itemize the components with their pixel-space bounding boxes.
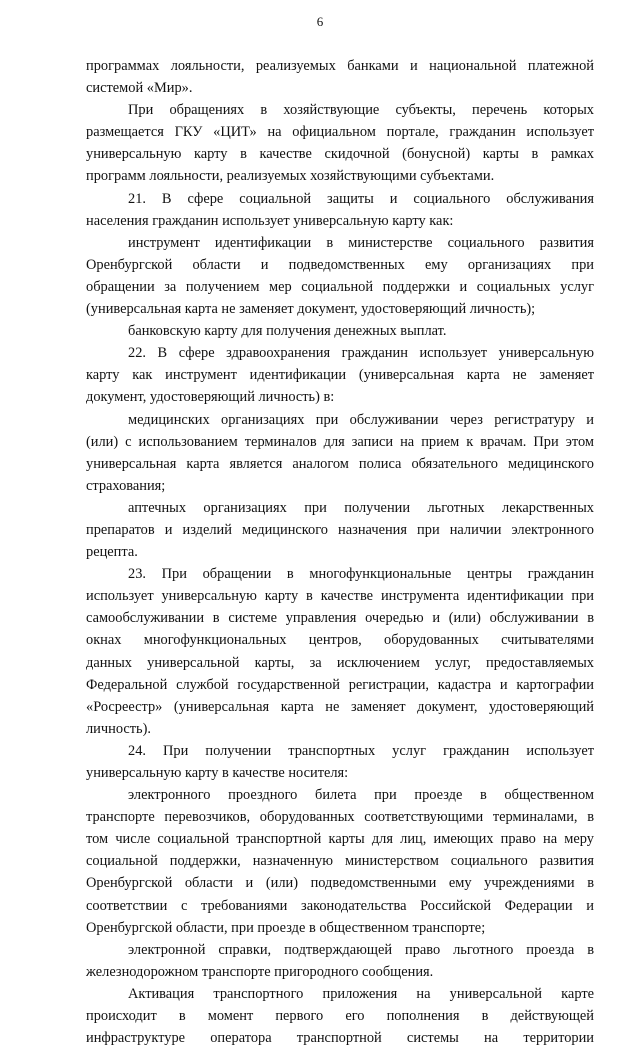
text-line: том числе социальной транспортной карты для лиц, имеющих право на меру bbox=[86, 831, 594, 848]
text-line: универсальную карту в качестве носителя: bbox=[86, 765, 349, 781]
text-line: 23. При обращении в многофункциональные центры гражданин bbox=[128, 566, 594, 583]
text-line: инфраструктуре оператора транспортной системы на территории bbox=[86, 1030, 594, 1047]
text-line: препаратов и изделий медицинского назначения при наличии электронного bbox=[86, 521, 594, 538]
text-line: «Росреестр» (универсальная карта не заменяет документ, удостоверяющий bbox=[86, 698, 594, 715]
text-line: населения гражданин использует универсальную карту как: bbox=[86, 212, 454, 229]
page-number: 6 bbox=[316, 14, 324, 29]
text-line: социальной поддержки, назначенную министерством социального развития bbox=[86, 853, 594, 870]
text-line: рецепта. bbox=[86, 544, 138, 561]
text-line: Оренбургской области, при проезде в общественном транспорте; bbox=[86, 919, 486, 936]
text-line: банковскую карту для получения денежных выплат. bbox=[128, 323, 447, 340]
text-line: универсальная карта является аналогом полиса обязательного медицинского bbox=[86, 455, 594, 472]
text-line: личность). bbox=[86, 720, 152, 737]
text-line: 24. При получении транспортных услуг гражданин использует bbox=[128, 742, 594, 759]
text-line: Оренбургской области и (или) подведомственными ему учреждениями в bbox=[86, 875, 594, 892]
text-line: инструмент идентификации в министерстве социального развития bbox=[128, 234, 594, 251]
text-line: электронной справки, подтверждающей право льготного проезда в bbox=[128, 941, 594, 958]
text-line: окнах многофункциональных центров, оборудованных считывателями bbox=[86, 632, 594, 649]
text-line: данных универсальной карты, за исключением услуг, предоставляемых bbox=[86, 654, 594, 671]
text-line: самообслуживании в системе управления очередью и (или) обслуживании в bbox=[86, 610, 594, 627]
document-body bbox=[86, 55, 594, 1049]
text-line: 21. В сфере социальной защиты и социального обслуживания bbox=[128, 190, 594, 207]
text-line: программах лояльности, реализуемых банками и национальной платежной bbox=[86, 58, 594, 74]
text-line: размещается ГКУ «ЦИТ» на официальном портале, гражданин использует bbox=[86, 124, 594, 141]
text-line: карту как инструмент идентификации (универсальная карта не заменяет bbox=[86, 367, 594, 384]
text-line: соответствии с требованиями законодательства Российской Федерации и bbox=[86, 897, 594, 914]
text-line: 22. В сфере здравоохранения гражданин использует универсальную bbox=[128, 345, 594, 362]
text-line: (или) с использованием терминалов для записи на прием к врачам. При этом bbox=[86, 433, 594, 450]
text-line: происходит в момент первого его пополнения в действующей bbox=[86, 1008, 594, 1025]
text-line: системой «Мир». bbox=[86, 80, 193, 97]
text-line: медицинских организациях при обслуживании через регистратуру и bbox=[128, 411, 594, 428]
text-line: аптечных организациях при получении льготных лекарственных bbox=[128, 499, 594, 516]
text-line: страхования; bbox=[86, 477, 166, 494]
text-line: железнодорожном транспорте пригородного сообщения. bbox=[86, 963, 434, 980]
text-line: Федеральной службой государственной регистрации, кадастра и картографии bbox=[86, 676, 594, 693]
text-line: электронного проездного билета при проезде в общественном bbox=[128, 787, 594, 804]
text-line: документ, удостоверяющий личность) в: bbox=[86, 389, 335, 406]
text-line: универсальную карту в качестве скидочной (бонусной) карты в рамках bbox=[86, 146, 594, 163]
text-line: использует универсальную карту в качестве инструмента идентификации при bbox=[86, 588, 594, 605]
text-line: программ лояльности, реализуемых хозяйствующими субъектами. bbox=[86, 168, 495, 185]
text-line: (универсальная карта не заменяет документ, удостоверяющий личность); bbox=[86, 301, 536, 318]
text-line: транспорте перевозчиков, оборудованных соответствующими терминалами, в bbox=[86, 809, 594, 826]
text-line: Оренбургской области и подведомственных ему организациях при bbox=[86, 256, 594, 273]
text-line: При обращениях в хозяйствующие субъекты, перечень которых bbox=[128, 102, 594, 119]
text-line: обращении за получением мер социальной поддержки и социальных услуг bbox=[86, 278, 594, 295]
text-line: Активация транспортного приложения на универсальной карте bbox=[128, 985, 594, 1002]
